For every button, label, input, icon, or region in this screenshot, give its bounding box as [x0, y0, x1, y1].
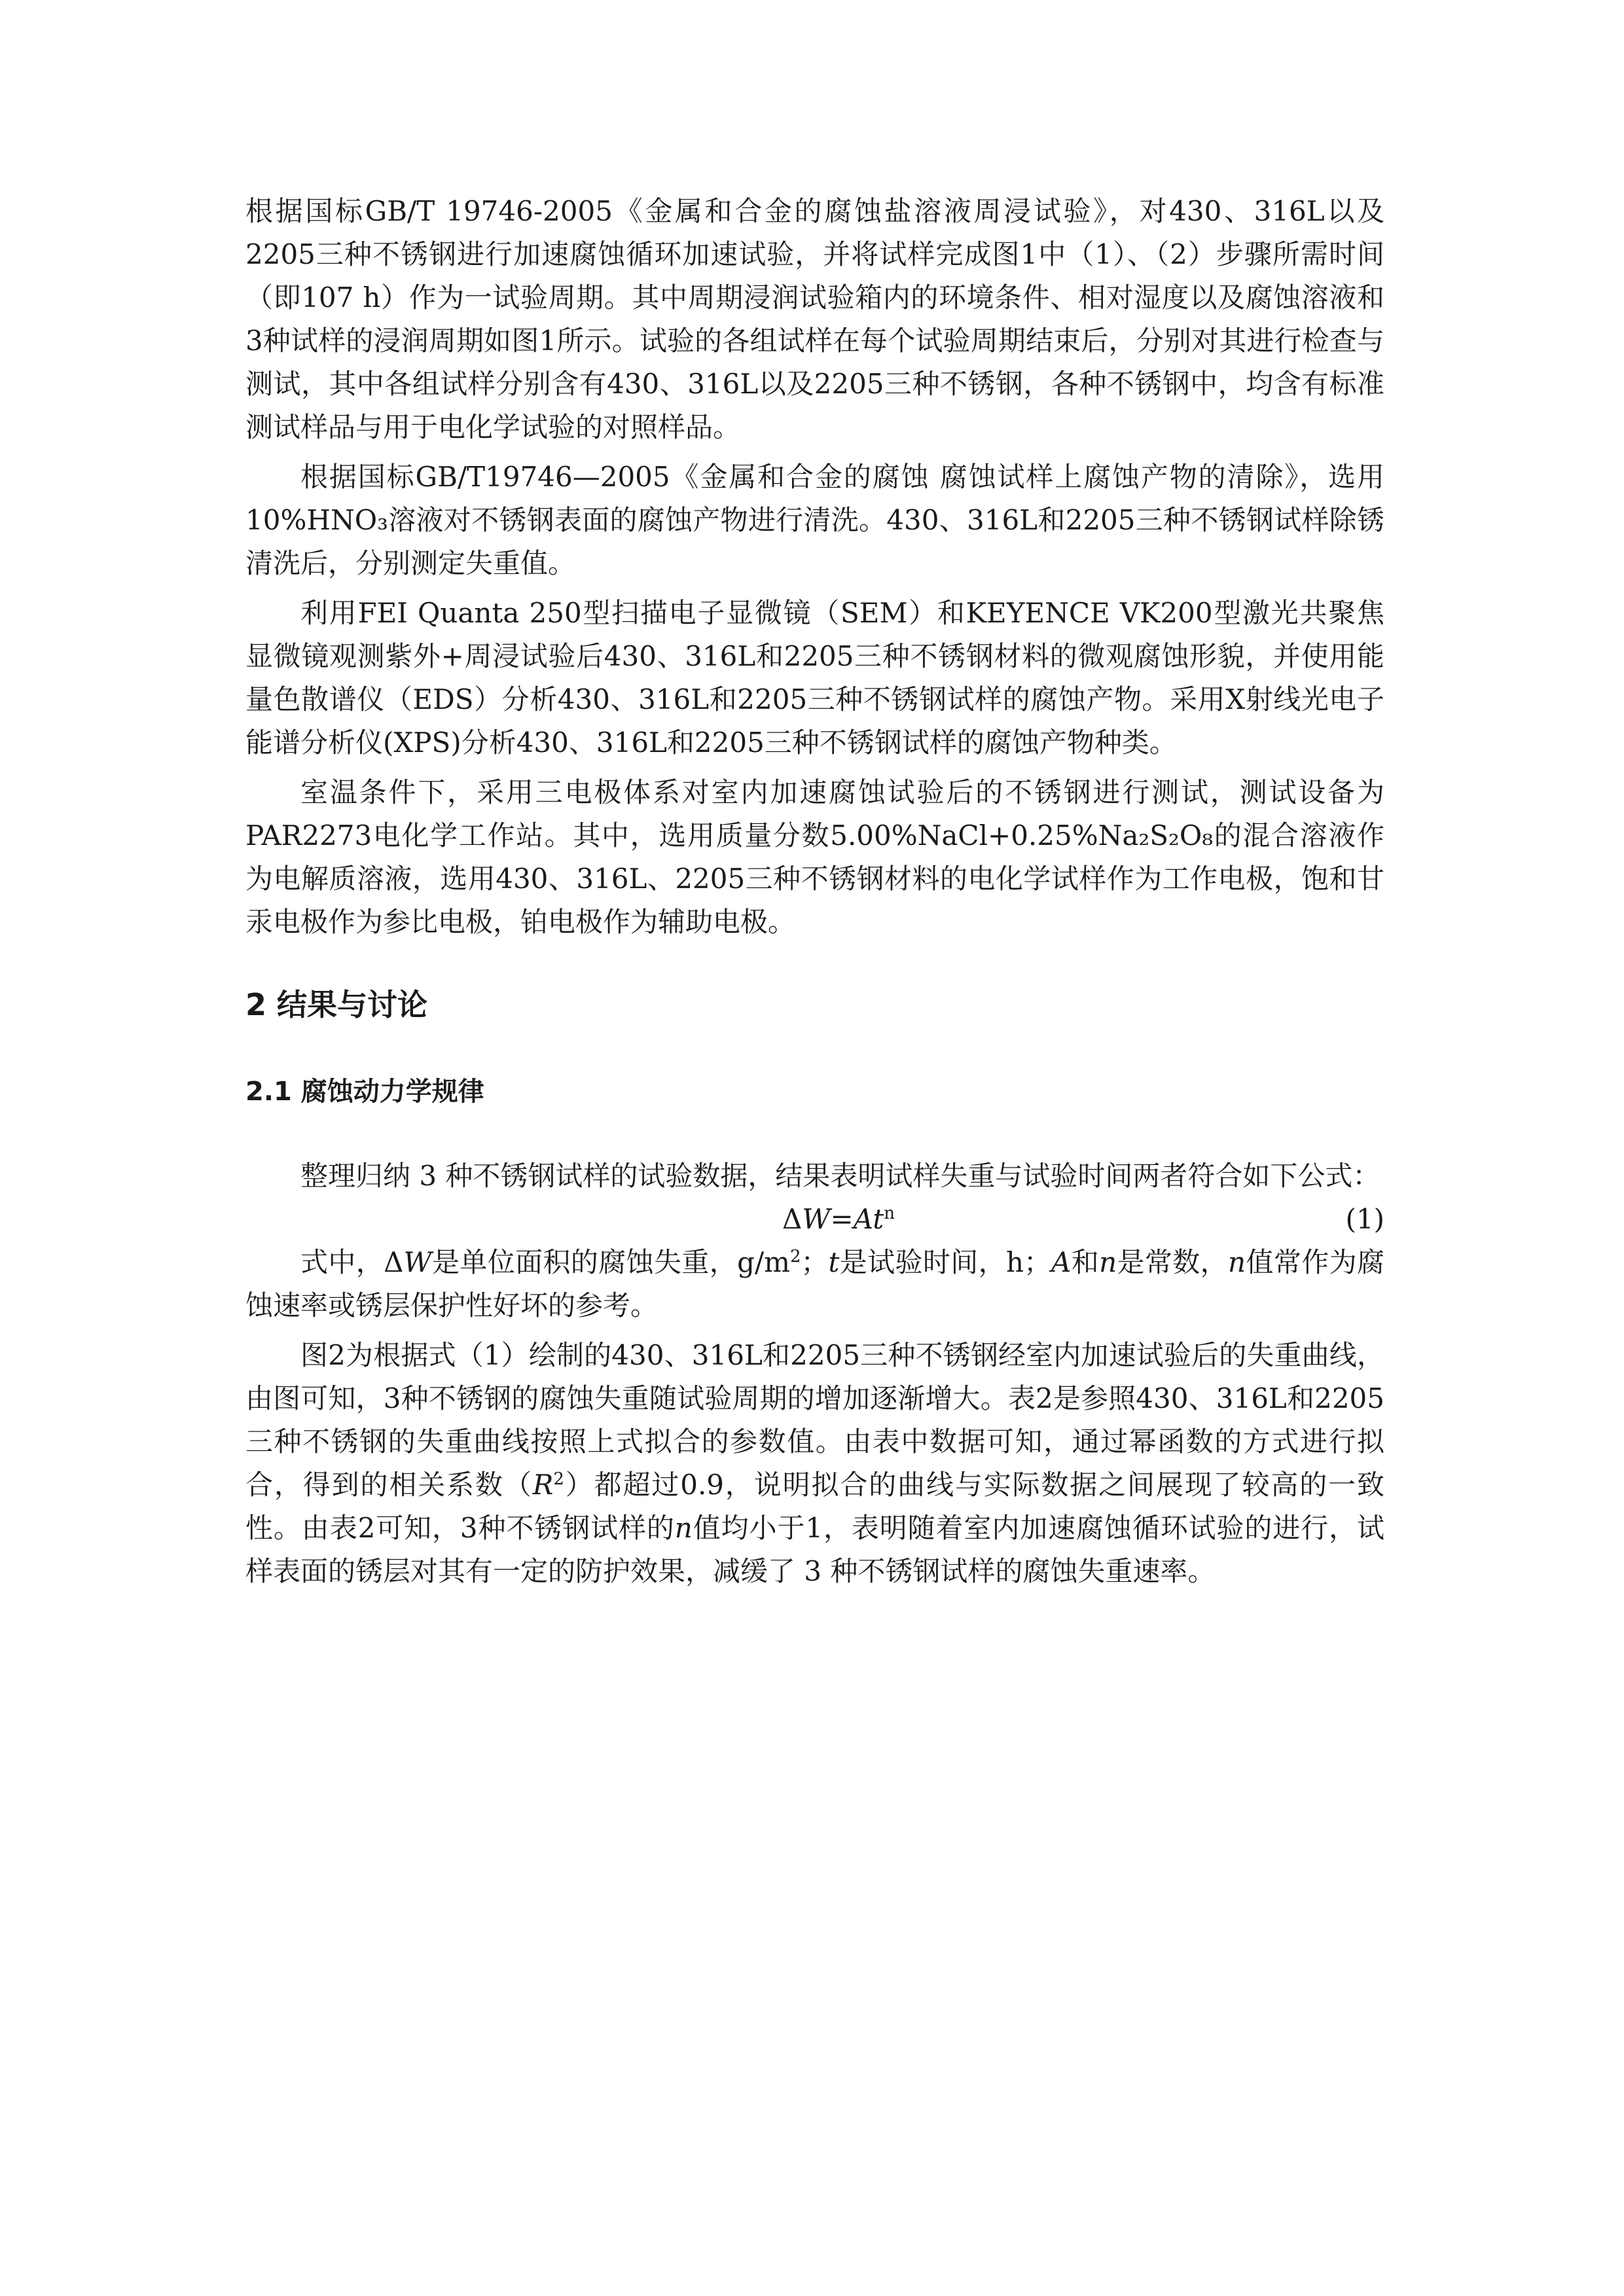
paragraph-test-method: 根据国标GB/T 19746-2005《金属和合金的腐蚀盐溶液周浸试验》，对430、316L以及2205三种不锈钢进行加速腐蚀循环加速试验，并将试样完成图1中（1）、（2）步骤所需时间（即107 h）作为一试验周期。其中周期浸润试验箱内的环境条件、相对湿度以及腐蚀溶液和3种试样的浸润周期如图1所示。试验的各组试样在每个试验周期结束后，分别对其进行检查与测试，其中各组试样分别含有430、316L以及2205三种不锈钢，各种不锈钢中，均含有标准测试样品与用于电化学试验的对照样品。 [245, 195, 1384, 443]
paragraph-variable-definitions: 式中，ΔW是单位面积的腐蚀失重，$g/m^2$；t是试验时间，h；A和n是常数，n值常作为腐蚀速率或锈层保护性好坏的参考。 [245, 1246, 1384, 1321]
equation-weight-loss: $\Delta W=At^n$ [782, 1203, 895, 1235]
equation-line [245, 1198, 1384, 1241]
document-page [245, 190, 1384, 1593]
paragraph-microscopy: 利用FEI Quanta 250型扫描电子显微镜（SEM）和KEYENCE VK200型激光共聚焦显微镜观测紫外+周浸试验后430、316L和2205三种不锈钢材料的微观腐蚀形貌，并使用能量色散谱仪（EDS）分析430、316L和2205三种不锈钢试样的腐蚀产物。采用X射线光电子能谱分析仪(XPS)分析430、316L和2205三种不锈钢试样的腐蚀产物种类。 [245, 597, 1384, 759]
paragraph-data-summary: 整理归纳 3 种不锈钢试样的试验数据，结果表明试样失重与试验时间两者符合如下公式： [300, 1160, 1380, 1192]
paragraph-weight-loss-discussion: 图2为根据式（1）绘制的430、316L和2205三种不锈钢经室内加速试验后的失重曲线，由图可知，3种不锈钢的腐蚀失重随试验周期的增加逐渐增大。表2是参照430、316L和2205三种不锈钢的失重曲线按照上式拟合的参数值。由表中数据可知，通过幂函数的方式进行拟合，得到的相关系数$(R^2)$都超过0.9，说明拟合的曲线与实际数据之间展现了较高的一致性。由表2可知，3种不锈钢试样的n值均小于1，表明随着室内加速腐蚀循环试验的进行，试样表面的锈层对其有一定的防护效果，减缓了 3 种不锈钢试样的腐蚀失重速率。 [245, 1339, 1384, 1587]
paragraph-electrochemical: 室温条件下，采用三电极体系对室内加速腐蚀试验后的不锈钢进行测试，测试设备为PAR2273电化学工作站。其中，选用质量分数5.00%NaCl+0.25%Na₂S₂O₈的混合溶液作为电解质溶液，选用430、316L、2205三种不锈钢材料的电化学试样作为工作电极，饱和甘汞电极作为参比电极，铂电极作为辅助电极。 [245, 776, 1384, 938]
paragraph-rust-removal: 根据国标GB/T19746—2005《金属和合金的腐蚀 腐蚀试样上腐蚀产物的清除》，选用10%HNO₃溶液对不锈钢表面的腐蚀产物进行清洗。430、316L和2205三种不锈钢试样除锈清洗后，分别测定失重值。 [245, 461, 1384, 579]
subsection-heading-kinetics: 2.1 腐蚀动力学规律 [245, 1077, 484, 1107]
equation-number: (1) [1345, 1203, 1384, 1235]
section-heading-results: 2 结果与讨论 [245, 987, 428, 1022]
